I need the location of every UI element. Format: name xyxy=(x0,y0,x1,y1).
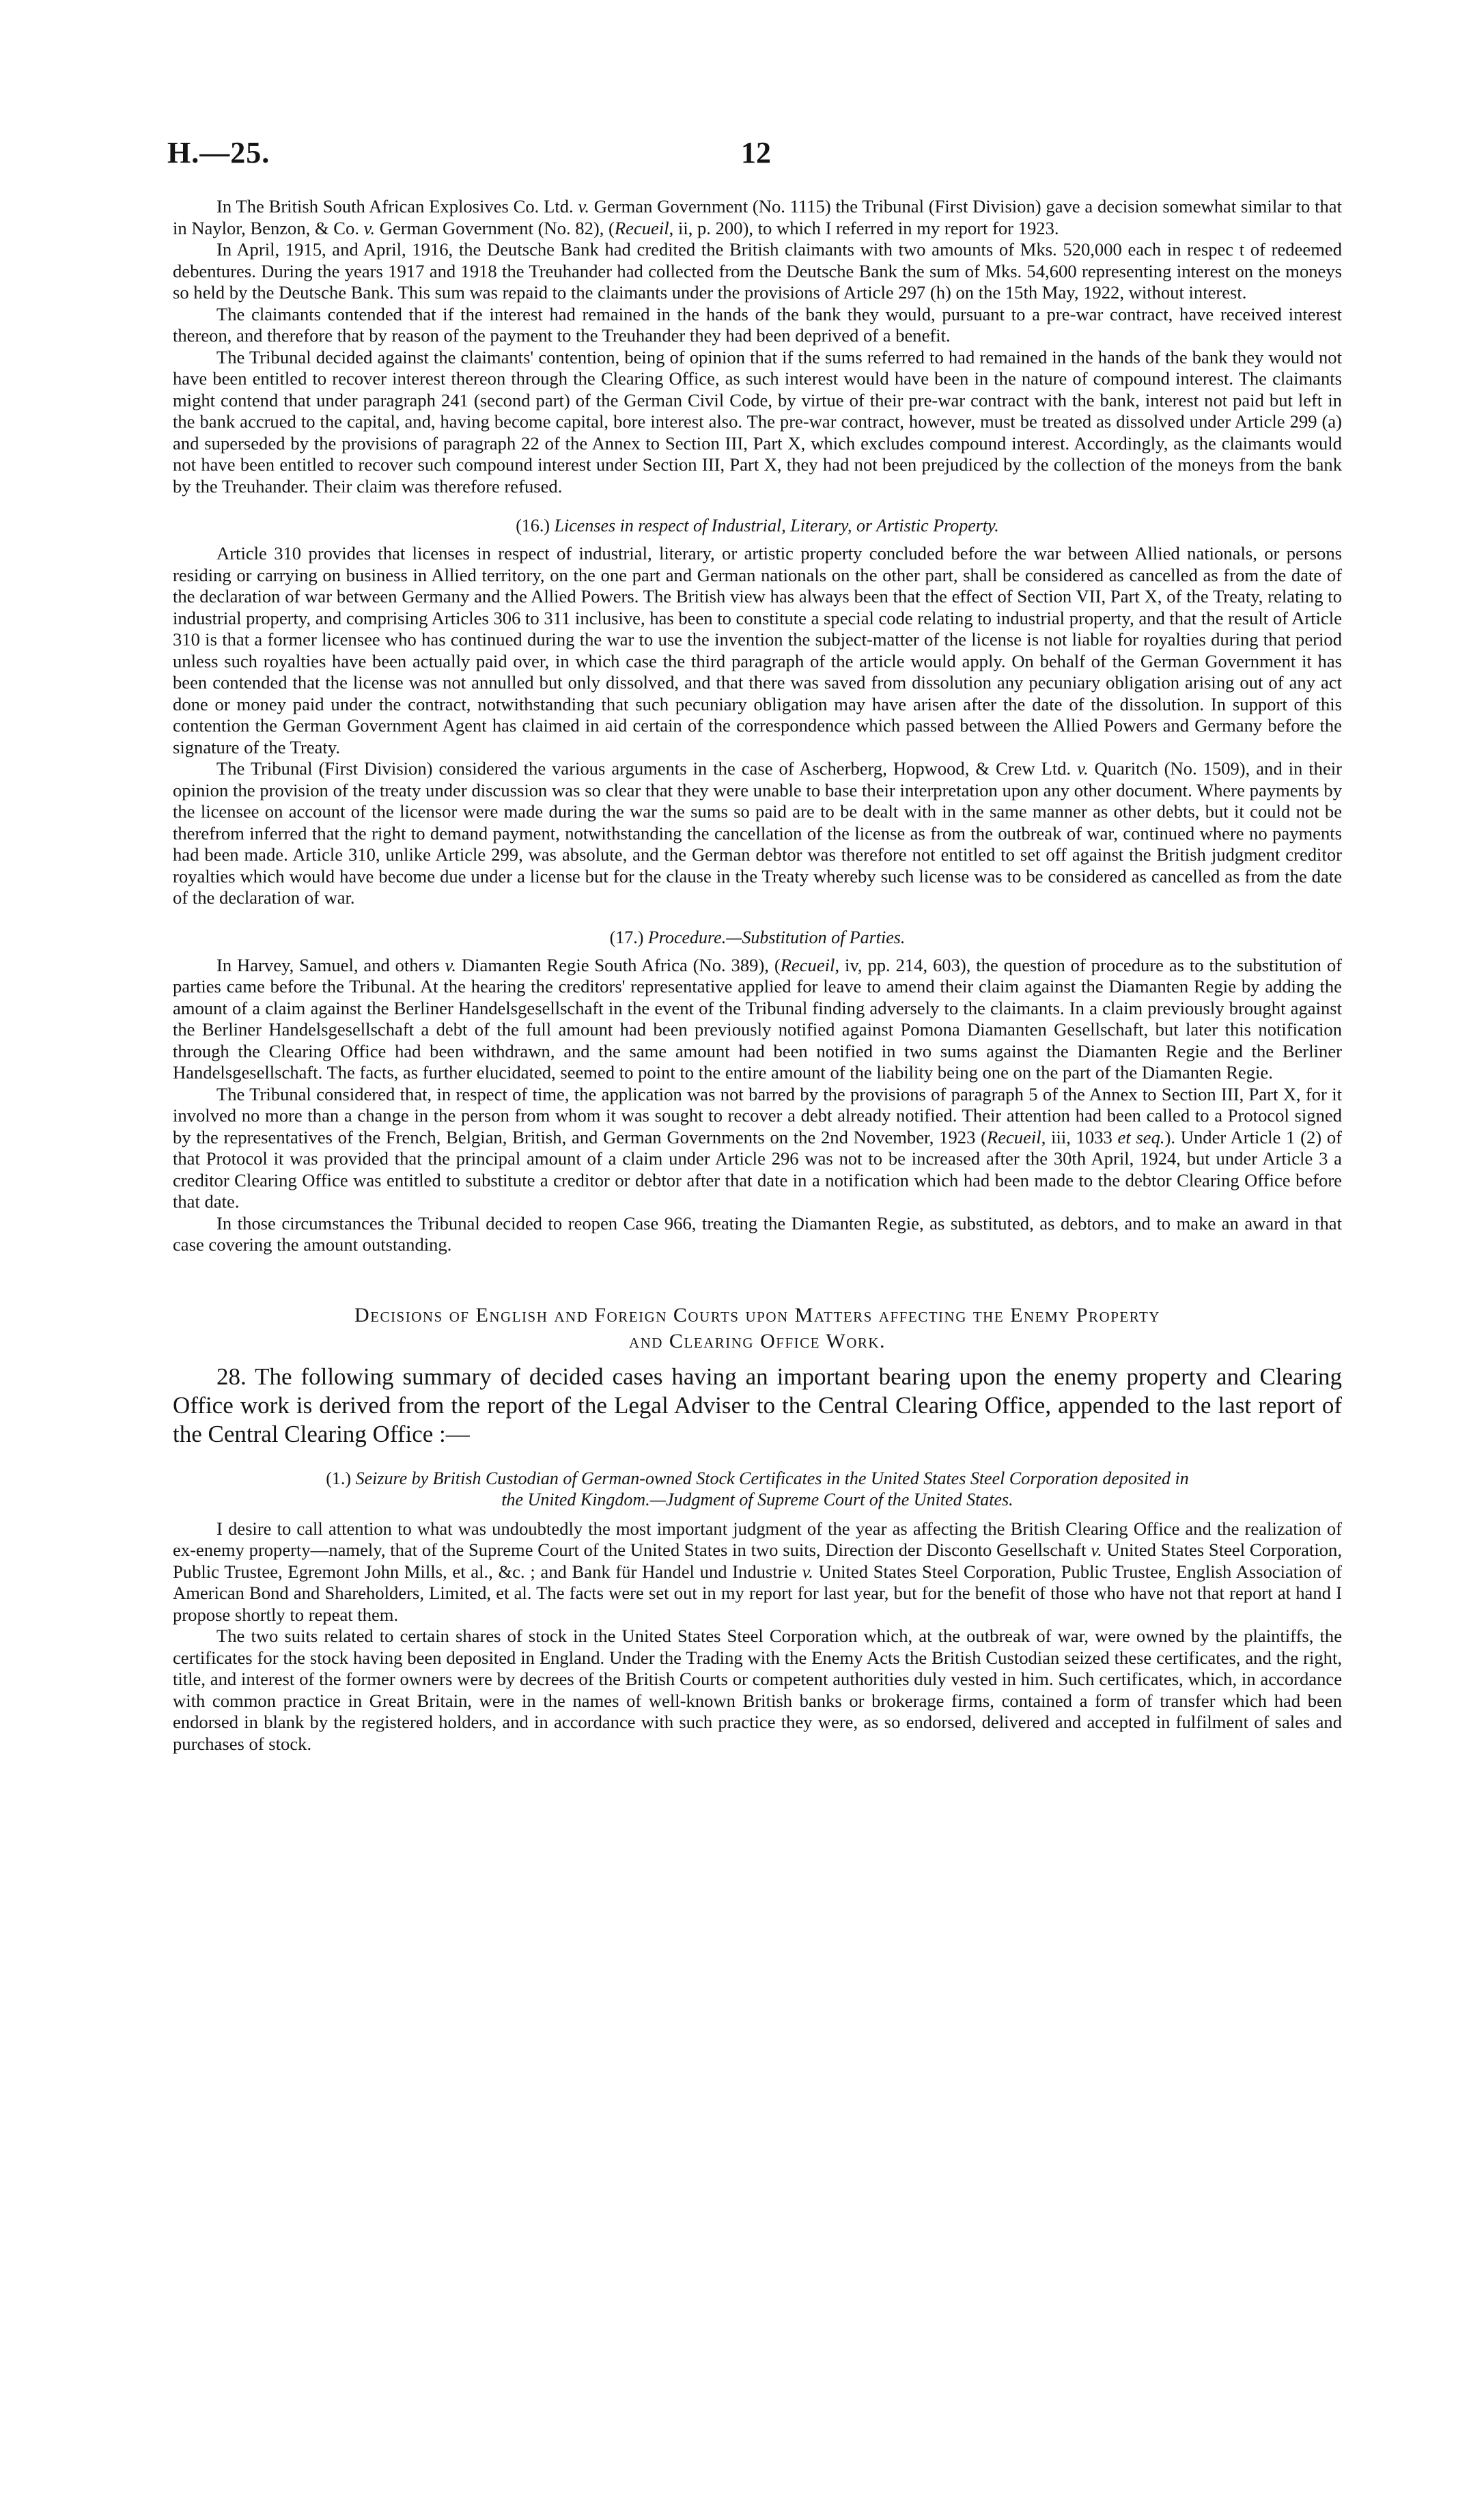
page-reference: H.—25. xyxy=(167,136,270,169)
page-header xyxy=(0,135,1484,176)
paragraph: Article 310 provides that licenses in respect of industrial, literary, or artistic property concluded before the war between Allied nationals, or persons residing or carrying on business in Allied territory, on the one part and German nationals on the other part, shall be considered as cancelled as from the date of the declaration of war between Germany and the Allied Powers. The British view has always been that the effect of Section VII, Part X, of the Treaty, relating to industrial property, and comprising Articles 306 to 311 inclusive, has been to constitute a special code relating to industrial property, and that the result of Article 310 is that a former licensee who has continued during the war to use the invention the subject-matter of the license is not liable for royalties during that period unless such royalties have been actually paid over, in which case the third paragraph of the article would apply. On behalf of the German Government it has been contended that the license was not annulled but only dissolved, and that there was saved from dissolution any pecuniary obligation arising out of any act done or money paid under the contract, notwithstanding that such pecuniary obligation may have arisen after the date of the dissolution. In support of this contention the German Government Agent has claimed in aid certain of the correspondence which passed between the Allied Powers and Germany before the signature of the Treaty. xyxy=(173,543,1342,757)
paragraph: The Tribunal considered that, in respect of time, the application was not barred by the provisions of paragraph 5 of the Annex to Section III, Part X, for it involved no more than a change in the person from whom it was sought to recover a debt already notified. Their attention had been called to a Protocol signed by the representatives of the French, Belgian, British, and German Governments on the 2nd November, 1923 (Recueil, iii, 1033 et seq.). Under Article 1 (2) of that Protocol it was provided that the principal amount of a claim under Article 296 was not to be increased after the 30th April, 1924, but under Article 3 a creditor Clearing Office was entitled to substitute a creditor or debtor after that date in a notification which had been made to the debtor Clearing Office before that date. xyxy=(173,1083,1342,1212)
paragraph: The Tribunal decided against the claimants' contention, being of opinion that if the sums referred to had remained in the hands of the bank they would not have been entitled to recover interest thereon through the Clearing Office, as such interest would have been in the nature of compound interest. The claimants might contend that under paragraph 241 (second part) of the German Civil Code, by virtue of their pre-war contract with the bank, interest not paid but left in the bank accrued to the capital, and, having become capital, bore interest also. The pre-war contract, however, must be treated as dissolved under Article 299 (a) and superseded by the provisions of paragraph 22 of the Annex to Section III, Part X, which excludes compound interest. Accordingly, as the claimants would not have been entitled to recover such compound interest under Section III, Part X, they had not been prejudiced by the collection of the moneys from the bank by the Treuhander. Their claim was therefore refused. xyxy=(173,346,1342,497)
paragraph: The claimants contended that if the interest had remained in the hands of the bank they would, pursuant to a pre-war contract, have received interest thereon, and therefore that by reason of the payment to the Treuhander they had been deprived of a benefit. xyxy=(173,303,1342,346)
section-heading: (17.) Procedure.—Substitution of Parties. xyxy=(609,927,906,947)
paragraph: The Tribunal (First Division) considered the various arguments in the case of Ascherberg, Hopwood, & Crew Ltd. v. Quaritch (No. 1509), and in their opinion the provision of the treaty under discussion was so clear that they were unable to base their interpretation upon any other document. Where payments by the licensee on account of the licensor were made during the war the sums so paid are to be dealt with in the same manner as other debts, but it could not be therefrom inferred that the right to demand payment, notwithstanding the cancellation of the license as from the outbreak of war, continued where no payments had been made. Article 310, unlike Article 299, was absolute, and the German debtor was therefore not entitled to set off against the British judgment creditor royalties which would have become due under a license but for the clause in the Treaty whereby such license was to be considered as cancelled as from the date of the declaration of war. xyxy=(173,758,1342,908)
paragraph: I desire to call attention to what was undoubtedly the most important judgment of the year as affecting the British Clearing Office and the realization of ex-enemy property—namely, that of the Supreme Court of the United States in two suits, Direction der Disconto Gesellschaft v. United States Steel Corporation, Public Trustee, Egremont John Mills, et al., &c. ; and Bank für Handel und Industrie v. United States Steel Corporation, Public Trustee, English Association of American Bond and Shareholders, Limited, et al. The facts were set out in my report for last year, but for the benefit of those who have not that report at hand I propose shortly to repeat them. xyxy=(173,1518,1343,1625)
paragraph: The two suits related to certain shares of stock in the United States Steel Corporation which, at the outbreak of war, were owned by the plaintiffs, the certificates for the stock having been deposited in England. Under the Trading with the Enemy Acts the British Custodian seized these certificates, and the right, title, and interest of the former owners were by decrees of the British Courts or competent authorities duly vested in him. Such certificates, which, in accordance with common practice in Great Britain, were in the names of well-known British banks or brokerage firms, contained a form of transfer which had been endorsed in blank by the registered holders, and in accordance with such practice they were, as so endorsed, delivered and accepted in fulfilment of sales and purchases of stock. xyxy=(173,1626,1342,1754)
case-heading: (1.) Seizure by British Custodian of German-owned Stock Certificates in the United States Steel Corporation deposited in the United Kingdom.—Judgment of Supreme Court of the United States. xyxy=(326,1468,1189,1509)
page-number: 12 xyxy=(741,136,771,169)
intro-paragraph: 28. The following summary of decided cases having an important bearing upon the enemy property and Clearing Office work is derived from the report of the Legal Adviser to the Central Clearing Office, appended to the last report of the Central Clearing Office :— xyxy=(173,1363,1342,1447)
paragraph: In April, 1915, and April, 1916, the Deutsche Bank had credited the British claimants with two amounts of Mks. 520,000 each in respec t of redeemed debentures. During the years 1917 and 1918 the Treuhander had collected from the Deutsche Bank the sum of Mks. 54,600 representing interest on the moneys so held by the Deutsche Bank. This sum was repaid to the claimants under the provisions of Article 297 (h) on the 15th May, 1922, without interest. xyxy=(173,239,1342,303)
paragraph: In those circumstances the Tribunal decided to reopen Case 966, treating the Diamanten Regie, as substituted, as debtors, and to make an award in that case covering the amount outstanding. xyxy=(173,1212,1342,1255)
decisions-heading: Decisions of English and Foreign Courts upon Matters affecting the Enemy Property and Clearing Office Work. xyxy=(354,1303,1160,1352)
paragraph: In The British South African Explosives Co. Ltd. v. German Government (No. 1115) the Tribunal (First Division) gave a decision somewhat similar to that in Naylor, Benzon, & Co. v. German Government (No. 82), (Recueil, ii, p. 200), to which I referred in my report for 1923. xyxy=(173,196,1342,238)
section-heading: (16.) Licenses in respect of Industrial, Literary, or Artistic Property. xyxy=(516,516,999,535)
document-body xyxy=(173,196,1342,1755)
paragraph: In Harvey, Samuel, and others v. Diamanten Regie South Africa (No. 389), (Recueil, iv, pp. 214, 603), the question of procedure as to the substitution of parties came before the Tribunal. At the hearing the creditors' representative applied for leave to amend their claim against the Diamanten Regie by adding the amount of a claim against the Berliner Handelsgesellschaft in the event of the Tribunal finding adversely to the claimants. In a claim previously brought against the Berliner Handelsgesellschaft a debt of the full amount had been previously notified against Pomona Diamanten Gesellschaft, but later this notification through the Clearing Office had been withdrawn, and the same amount had been notified in two sums against the Diamanten Regie and the Berliner Handelsgesellschaft. The facts, as further elucidated, seemed to point to the entire amount of the liability being one on the part of the Diamanten Regie. xyxy=(173,954,1343,1083)
